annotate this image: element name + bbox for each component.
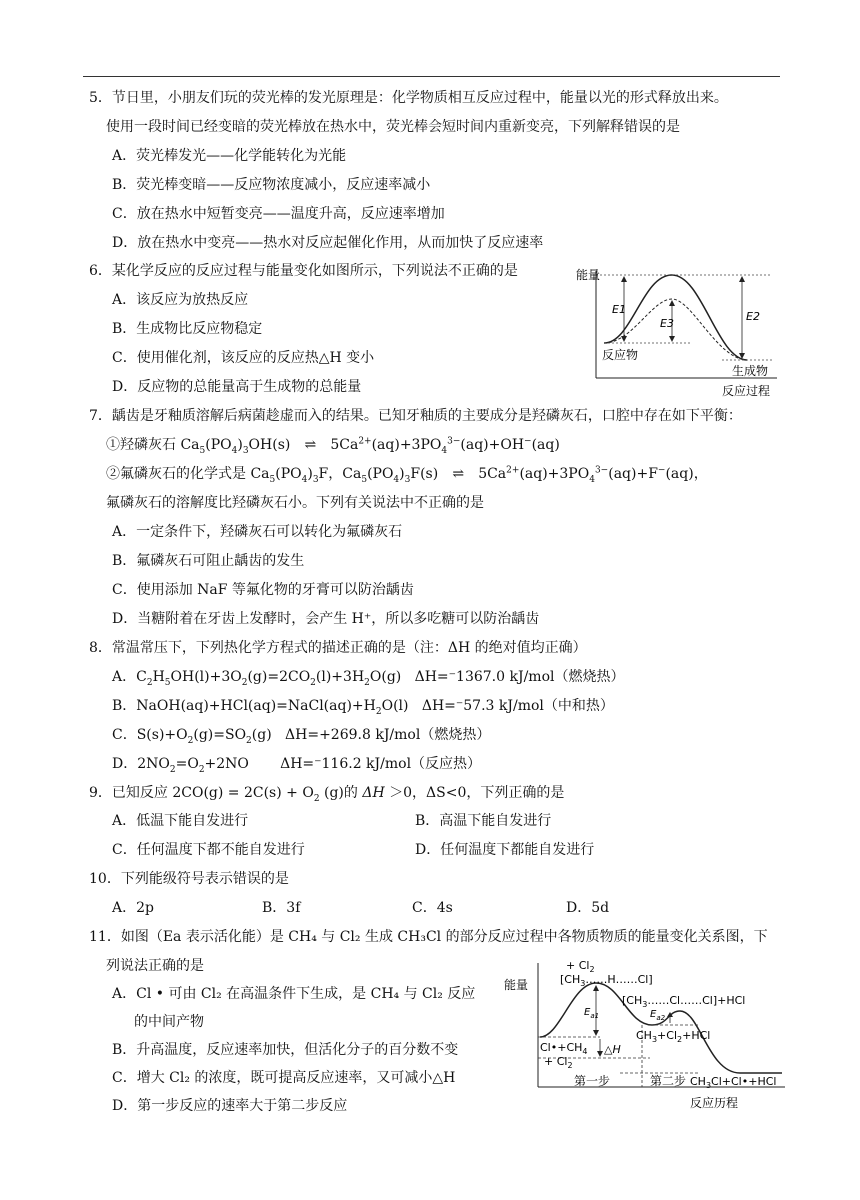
q7-option-d: D．当糖附着在牙齿上发酵时，会产生 H⁺，所以多吃糖可以防治龋齿 xyxy=(112,611,540,627)
q9-option-c: C．任何温度下都不能自发进行 xyxy=(112,842,305,858)
q9-stem-prefix: 9．已知反应 2CO(g) = 2C(s) + O xyxy=(89,785,314,801)
q8-c-tail: ΔH=+269.8 kJ/mol（燃烧热） xyxy=(285,727,491,743)
q11-stem-line2: 列说法正确的是 xyxy=(106,958,204,974)
q5-stem-line1: 5．节日里，小朋友们玩的荧光棒的发光原理是：化学物质相互反应过程中，能量以光的形式释放出来。 xyxy=(89,90,728,106)
q11-right-b: Cl+Cl•+HCl xyxy=(711,1075,777,1088)
q11-right: CH xyxy=(690,1075,706,1088)
q11-mid: CH xyxy=(636,1029,652,1042)
q7-equation-1: ①羟磷灰石 $Ca_5(PO_4)_3OH(s)$ ⇌ $5Ca^{2+}(aq)+3PO_4^{3-}(aq)+OH^-(aq)$ xyxy=(106,436,560,456)
q7-line-after: 氟磷灰石的溶解度比羟磷灰石小。下列有关说法中不正确的是 xyxy=(106,495,484,511)
q11-left-2: + Cl xyxy=(544,1055,568,1068)
q11-x-label: 反应历程 xyxy=(690,1096,739,1110)
q9-stem-mid: (g)的 xyxy=(319,785,363,801)
q8-a-tail: ΔH=⁻1367.0 kJ/mol（燃烧热） xyxy=(414,669,625,685)
q6-e3-label: E3 xyxy=(660,317,674,330)
q7-equation-2: ②氟磷灰石的化学式是 $Ca_5(PO_4)_3F$，$Ca_5(PO_4)_3F(s)$ ⇌ $5Ca^{2+}(aq)+3PO_4^{3-}(aq)+F^-(aq)$， xyxy=(106,465,708,485)
q11-ts1-top: + Cl xyxy=(566,959,590,972)
q8-option-c: C．$S(s)+O_2(g)=SO_2(g)$ ΔH=+269.8 kJ/mol（燃烧热） xyxy=(112,727,491,746)
q11-energy-diagram xyxy=(500,955,790,1115)
q11-option-a: A．Cl • 可由 Cl₂ 在高温条件下生成，是 CH₄ 与 Cl₂ 反应 xyxy=(112,986,476,1002)
equilibrium-arrow-icon: ⇌ xyxy=(452,466,465,482)
q6-y-label: 能量 xyxy=(576,268,601,282)
q10-option-b: B．3f xyxy=(262,900,301,916)
q7-eq2-prefix: ②氟磷灰石的化学式是 xyxy=(106,466,251,482)
q6-x-label: 反应过程 xyxy=(722,384,771,398)
q10-option-c: C．4s xyxy=(412,900,453,916)
q8-b-tail: ΔH=⁻57.3 kJ/mol（中和热） xyxy=(421,698,614,714)
q9-option-d: D．任何温度下都能自发进行 xyxy=(415,842,595,858)
q7-stem: 7．龋齿是牙釉质溶解后病菌趁虚而入的结果。已知牙釉质的主要成分是羟磷灰石，口腔中存在如下平衡： xyxy=(89,408,742,424)
q5-option-a: A．荧光棒发光——化学能转化为光能 xyxy=(112,148,347,164)
svg-text:Ea1: $E_{a1}$ xyxy=(584,1007,600,1020)
equilibrium-arrow-icon: ⇌ xyxy=(304,437,317,453)
q7-option-a: A．一定条件下，羟磷灰石可以转化为氟磷灰石 xyxy=(112,524,403,540)
q8-option-a: A．$C_2H_5OH(l)+3O_2(g)=2CO_2(l)+3H_2O(g)$ ΔH=⁻1367.0 kJ/mol（燃烧热） xyxy=(112,669,625,688)
q7-option-c: C．使用添加 NaF 等氟化物的牙膏可以防治龋齿 xyxy=(112,582,414,598)
q11-step2: 第二步 xyxy=(650,1074,687,1088)
q8-option-b: B．$NaOH(aq)+HCl(aq)=NaCl(aq)+H_2O(l)$ ΔH=⁻57.3 kJ/mol（中和热） xyxy=(112,698,614,717)
q11-ts1: [CH xyxy=(560,973,581,986)
q5-stem-line2: 使用一段时间已经变暗的荧光棒放在热水中，荧光棒会短时间内重新变亮，下列解释错误的是 xyxy=(106,119,680,135)
q9-stem: 9．已知反应 $2CO(g) = 2C(s) + O_2$ (g)的 ΔH ＞0，ΔS<0，下列正确的是 xyxy=(89,785,565,804)
q6-option-c: C．使用催化剂，该反应的反应热△H 变小 xyxy=(112,350,375,366)
q10-stem: 10．下列能级符号表示错误的是 xyxy=(89,871,289,887)
q11-stem-line1: 11．如图（Ea 表示活化能）是 CH₄ 与 Cl₂ 生成 CH₃Cl 的部分反应过程中各物质物质的能量变化关系图，下 xyxy=(89,929,768,945)
svg-text:CH3Cl+Cl•+HCl: $CH_3Cl+Cl•+HCl$ xyxy=(690,1075,777,1090)
q11-ts2: [CH xyxy=(622,994,643,1007)
q6-e2-label: E2 xyxy=(746,310,760,323)
q11-y-label: 能量 xyxy=(504,978,529,992)
q9-dh: ΔH xyxy=(362,785,385,801)
q6-energy-diagram xyxy=(572,263,782,398)
q11-ts1-b: ……H……Cl] xyxy=(585,973,653,986)
q11-ea2: E xyxy=(650,1009,657,1020)
q7-eq2-end: ， xyxy=(693,466,708,482)
q11-option-b: B．升高温度，反应速率加快，但活化分子的百分数不变 xyxy=(112,1042,459,1058)
q7-eq1-prefix: ①羟磷灰石 xyxy=(106,437,181,453)
svg-text:[CH3……Cl……Cl]+HCl: $[CH_3\dots\dots Cl\dots\dots Cl]+HCl$ xyxy=(622,994,746,1009)
q6-option-a: A．该反应为放热反应 xyxy=(112,292,249,308)
q10-option-d: D．5d xyxy=(566,900,610,916)
q8-option-d: D．$2NO_2=O_2+2NO$ ΔH=⁻116.2 kJ/mol（反应热） xyxy=(112,756,482,775)
q5-option-d: D．放在热水中变亮——热水对反应起催化作用，从而加快了反应速率 xyxy=(112,235,544,251)
q8-stem: 8．常温常压下，下列热化学方程式的描述正确的是（注：ΔH 的绝对值均正确） xyxy=(89,640,587,656)
q5-option-c: C．放在热水中短暂变亮——温度升高，反应速率增加 xyxy=(112,206,445,222)
q9-option-b: B．高温下能自发进行 xyxy=(415,813,552,829)
q9-stem-suffix: ＞0，ΔS<0，下列正确的是 xyxy=(384,785,565,801)
svg-text:Ea2: $E_{a2}$ xyxy=(650,1009,666,1022)
svg-text:[CH3……H……Cl]: $[CH_3\dots\dots H\dots\dots Cl]$ xyxy=(560,973,653,988)
svg-text:CH3+Cl2+HCl: $CH_3+Cl_2+HCl$ xyxy=(636,1029,711,1044)
q11-ts2-b: ……Cl……Cl]+HCl xyxy=(647,994,746,1007)
q8-d-tail: ΔH=⁻116.2 kJ/mol（反应热） xyxy=(280,756,482,772)
q6-reactant-label: 反应物 xyxy=(602,348,639,362)
q6-product-label: 生成物 xyxy=(732,364,769,378)
q11-mid-b: +Cl xyxy=(657,1029,678,1042)
q7-option-b: B．氟磷灰石可阻止龋齿的发生 xyxy=(112,553,305,569)
svg-text:+ Cl2: + $Cl_2$ xyxy=(544,1055,573,1070)
q11-option-a-cont: 的中间产物 xyxy=(134,1014,204,1030)
q11-option-d: D．第一步反应的速率大于第二步反应 xyxy=(112,1098,348,1114)
q11-step1: 第一步 xyxy=(574,1074,611,1088)
q11-left-1: Cl•+CH xyxy=(540,1041,583,1054)
q6-option-b: B．生成物比反应物稳定 xyxy=(112,321,263,337)
q11-option-c: C．增大 Cl₂ 的浓度，既可提高反应速率，又可减小△H xyxy=(112,1070,456,1086)
q7-eq2-comma: ， xyxy=(328,466,343,482)
q6-option-d: D．反应物的总能量高于生成物的总能量 xyxy=(112,379,362,395)
q5-option-b: B．荧光棒变暗——反应物浓度减小，反应速率减小 xyxy=(112,177,431,193)
q11-mid-c: +HCl xyxy=(682,1029,711,1042)
header-rule xyxy=(83,76,780,77)
q6-stem: 6．某化学反应的反应过程与能量变化如图所示，下列说法不正确的是 xyxy=(89,263,518,279)
q10-option-a: A．2p xyxy=(112,900,154,916)
svg-text:Cl•+CH4: $Cl•+CH_4$ xyxy=(540,1041,588,1056)
q6-e1-label: E1 xyxy=(612,303,626,316)
svg-text:+ Cl2: + $Cl_2$ xyxy=(566,959,595,974)
q11-ea1: E xyxy=(584,1007,591,1018)
q11-dh: △H xyxy=(604,1043,621,1056)
q9-option-a: A．低温下能自发进行 xyxy=(112,813,249,829)
